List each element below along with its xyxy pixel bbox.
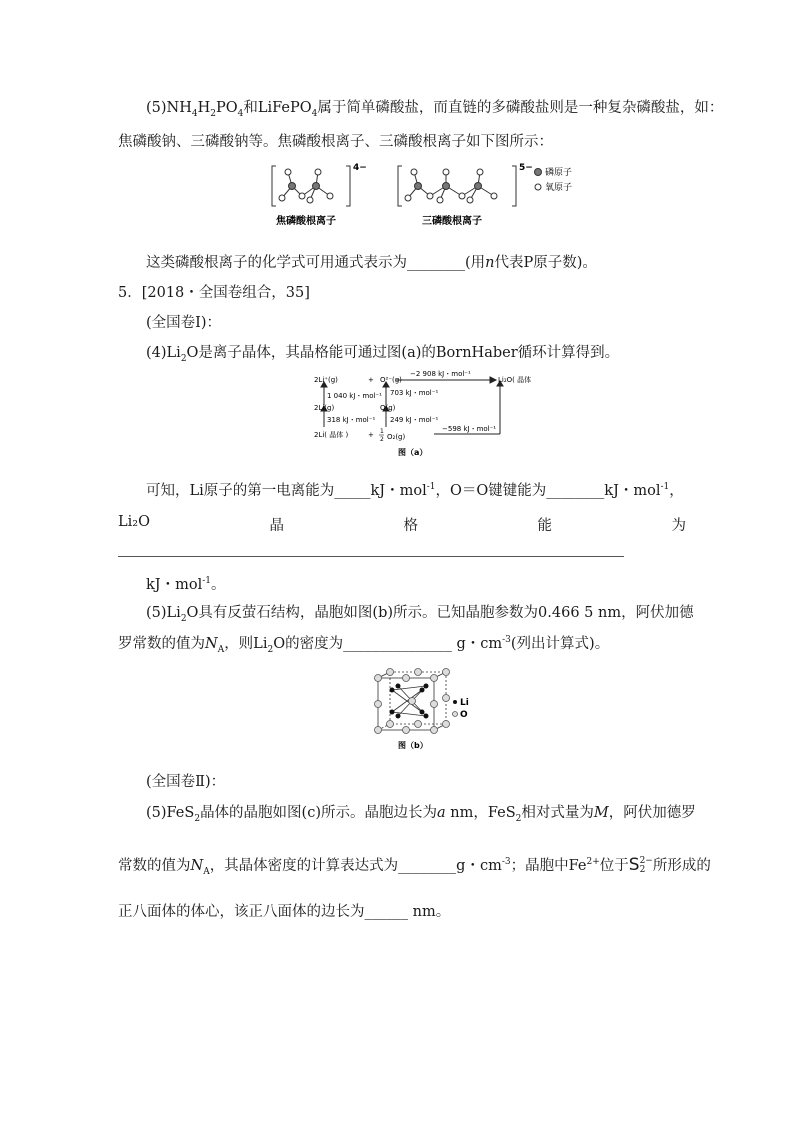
- bh-o2-gas: O₂(g): [387, 433, 406, 441]
- figure-b-caption: 图（b）: [398, 741, 428, 750]
- triphosphate-label: 三磷酸根离子: [422, 216, 482, 227]
- legend-phosphorus-label: 磷原子: [545, 168, 573, 178]
- li2o-density-line2: 罗常数的值为$N_A$，则$Li_2O$的密度为_______________ g・$cm^{-3}$(列出计算式)。: [118, 635, 610, 655]
- li2o-lattice-intro: $(4)Li_2O$是离子晶体，其晶格能可通过图(a)的BornHaber循环计算得到。: [146, 345, 620, 364]
- fes2-question-line2: 常数的值为$N_A$，其晶体密度的计算表达式为________g・$cm^{-3}$；晶胞中$Fe^{2+}$位于S 2− 2 所形成的: [118, 855, 711, 877]
- bh-o2-ion: O²⁻(g): [380, 376, 402, 384]
- question-5-header: 5．[2018・全国卷组合，35]: [118, 285, 310, 301]
- bh-plus-2: +: [368, 431, 374, 439]
- answer-blank-line: [118, 556, 624, 557]
- paragraph-phosphates-line1: $(5)NH_4H_2PO_4$和LiFePO$_4$属于简单磷酸盐，而直链的多磷酸盐则是一种复杂磷酸盐，如：: [146, 100, 724, 119]
- fes2-question-line1: (5)FeS$_2$晶体的晶胞如图(c)所示。晶胞边长为a nm，FeS$_2$相对式量为M，阿伏加德罗: [146, 805, 696, 824]
- bh-li2o-crystal: Li₂O( 晶体 ): [498, 376, 534, 384]
- lattice-energy-unit: kJ・mol$^{-1}$。: [146, 576, 226, 593]
- svg-text:1: 1: [380, 428, 384, 435]
- li2o-density-line1: $(5)Li_2O$具有反萤石结构，晶胞如图(b)所示。已知晶胞参数为0.466 5 nm，阿伏加德: [146, 605, 694, 624]
- lattice-energy-prompt: Li₂O 晶 格 能 为: [118, 514, 686, 534]
- bh-ionization-energy: 1 040 kJ・mol⁻¹: [327, 392, 382, 400]
- fes2-question-line3: 正八面体的体心，该正八面体的边长为______ nm。: [118, 904, 451, 920]
- national-paper-2-label: (全国卷Ⅱ)：: [146, 774, 226, 790]
- bh-o-gas: O(g): [380, 404, 396, 412]
- general-formula-question: 这类磷酸根离子的化学式可用通式表示为________(用n代表P原子数)。: [146, 255, 597, 271]
- ionization-energy-question: 可知，Li原子的第一电离能为_____kJ・mol$^{-1}$，O＝O键键能为________kJ・mol$^{-1}$，: [146, 482, 684, 499]
- bh-formation-enthalpy: −598 kJ・mol⁻¹: [442, 425, 497, 433]
- bh-bond-half: 249 kJ・mol⁻¹: [390, 416, 439, 424]
- bh-sublimation: 318 kJ・mol⁻¹: [327, 416, 376, 424]
- bh-2li-crystal: 2Li( 晶体 ): [314, 431, 349, 439]
- figure-a-caption: 图（a）: [398, 448, 428, 457]
- pyro-charge: 4−: [353, 163, 367, 173]
- bh-2li-ion: 2Li⁺(g): [314, 376, 338, 384]
- antifluorite-cell-figure: [368, 668, 478, 752]
- paragraph-phosphates-line2: 焦磷酸钠、三磷酸钠等。焦磷酸根离子、三磷酸根离子如下图所示：: [118, 134, 553, 150]
- bh-electron-affinity: 703 kJ・mol⁻¹: [390, 389, 439, 397]
- pyrophosphate-label: 焦磷酸根离子: [276, 216, 336, 227]
- svg-text:2: 2: [380, 436, 384, 443]
- bh-lattice-energy: −2 908 kJ・mol⁻¹: [410, 370, 471, 378]
- legend-o-label: O: [460, 710, 468, 720]
- born-haber-figure: [314, 367, 534, 459]
- phosphate-ion-figure: [262, 160, 602, 232]
- legend-oxygen-label: 氧原子: [545, 183, 573, 193]
- bh-2li-gas: 2Li(g): [314, 404, 335, 412]
- tri-charge: 5−: [519, 163, 533, 173]
- bh-plus-1: +: [368, 376, 374, 384]
- legend-li-label: Li: [460, 698, 469, 708]
- national-paper-1-label: (全国卷Ⅰ)：: [146, 315, 222, 331]
